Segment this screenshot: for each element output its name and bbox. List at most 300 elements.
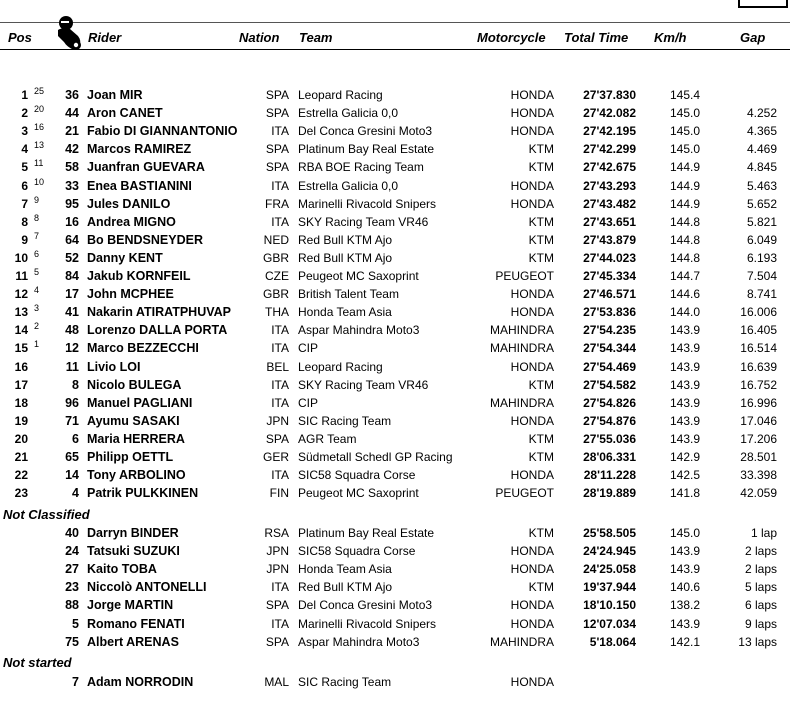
result-row[interactable] — [0, 466, 800, 484]
result-row[interactable] — [0, 376, 800, 394]
rider-name: Bo BENDSNEYDER — [87, 232, 203, 247]
speed: 143.9 — [669, 341, 700, 356]
points: 16 — [34, 122, 45, 133]
motorcycle: HONDA — [510, 124, 554, 139]
total-time: 27'37.830 — [583, 88, 636, 102]
total-time: 27'44.023 — [583, 250, 636, 265]
result-row[interactable] — [0, 448, 800, 466]
motorcycle: HONDA — [510, 562, 554, 577]
position: 18 — [14, 395, 28, 410]
motorcycle: PEUGEOT — [495, 269, 554, 283]
header-kmh[interactable]: Km/h — [654, 30, 687, 45]
motorcycle: KTM — [528, 580, 554, 595]
result-row[interactable] — [0, 484, 800, 502]
gap: 5.652 — [746, 196, 777, 211]
gap: 5.821 — [746, 214, 777, 229]
result-row[interactable] — [0, 86, 800, 104]
rider-number: 21 — [65, 124, 79, 139]
gap: 28.501 — [740, 450, 777, 464]
motorcycle: HONDA — [510, 196, 554, 211]
speed: 144.8 — [669, 232, 700, 247]
rider-number: 41 — [65, 305, 79, 320]
rider-number: 17 — [65, 287, 79, 302]
gap: 2 laps — [744, 562, 777, 577]
nation: SPA — [265, 88, 289, 102]
page-corner-box — [738, 0, 788, 8]
position: 12 — [14, 287, 28, 302]
nation: ITA — [271, 580, 289, 595]
nation: JPN — [266, 413, 289, 428]
position: 21 — [14, 450, 28, 464]
motorcycle: MAHINDRA — [489, 323, 554, 338]
nation: NED — [263, 232, 289, 247]
top-rule — [0, 22, 790, 23]
rider-name: John MCPHEE — [87, 287, 174, 302]
speed: 141.8 — [669, 486, 700, 501]
total-time: 24'24.945 — [583, 544, 636, 559]
position: 11 — [15, 269, 28, 283]
position: 20 — [14, 431, 28, 446]
team-name: Platinum Bay Real Estate — [298, 526, 435, 540]
gap: 16.514 — [740, 341, 777, 356]
rider-name: Patrik PULKKINEN — [87, 486, 199, 501]
rider-number: 88 — [65, 598, 79, 613]
total-time: 27'54.235 — [583, 323, 636, 338]
rider-name: Livio LOI — [87, 359, 141, 374]
rider-number: 11 — [65, 359, 79, 374]
nation: JPN — [266, 562, 289, 577]
gap: 1 lap — [750, 526, 777, 540]
gap: 33.398 — [740, 468, 777, 483]
rider-number: 64 — [65, 232, 79, 247]
total-time: 27'53.836 — [583, 305, 636, 320]
result-row[interactable] — [0, 140, 800, 158]
motorcycle: MAHINDRA — [489, 634, 554, 649]
rider-name: Lorenzo DALLA PORTA — [87, 323, 228, 338]
result-row[interactable] — [0, 267, 800, 285]
result-row[interactable] — [0, 122, 800, 140]
rider-name: Philipp OETTL — [87, 450, 174, 464]
position: 3 — [21, 124, 28, 139]
position: 10 — [14, 250, 28, 265]
result-row[interactable] — [0, 542, 800, 560]
total-time: 27'54.344 — [583, 341, 636, 356]
nation: ITA — [271, 323, 289, 338]
team-name: Aspar Mahindra Moto3 — [298, 634, 420, 649]
speed: 142.1 — [669, 634, 700, 649]
total-time: 5'18.064 — [589, 634, 636, 649]
rider-name: Darryn BINDER — [87, 526, 179, 540]
rider-number: 42 — [65, 142, 79, 157]
points: 9 — [34, 194, 40, 205]
section-not-classified: Not Classified — [3, 507, 90, 522]
total-time: 27'42.195 — [583, 124, 636, 139]
team-name: Aspar Mahindra Moto3 — [298, 323, 420, 338]
rider-name: Niccolò ANTONELLI — [87, 580, 207, 595]
points: 8 — [34, 212, 40, 223]
total-time: 27'54.582 — [583, 377, 636, 392]
gap: 6.193 — [746, 250, 777, 265]
motorcycle: HONDA — [510, 178, 554, 193]
nation: GBR — [262, 250, 289, 265]
result-row[interactable] — [0, 596, 800, 614]
result-row[interactable] — [0, 358, 800, 376]
total-time: 27'54.469 — [583, 359, 636, 374]
gap: 5 laps — [744, 580, 777, 595]
speed: 145.0 — [669, 106, 700, 121]
gap: 13 laps — [738, 634, 777, 649]
total-time: 27'43.879 — [583, 232, 636, 247]
position: 4 — [21, 142, 28, 157]
rider-name: Adam NORRODIN — [87, 675, 194, 689]
rider-number: 52 — [65, 250, 79, 265]
rider-name: Danny KENT — [87, 250, 163, 265]
rider-number: 44 — [65, 106, 79, 121]
nation: CZE — [265, 269, 289, 283]
header-pos[interactable]: Pos — [8, 30, 32, 45]
motorcycle: KTM — [528, 377, 554, 392]
motorcycle: KTM — [528, 232, 554, 247]
nation: MAL — [264, 675, 289, 689]
rider-number: 12 — [65, 341, 79, 356]
total-time: 19'37.944 — [583, 580, 636, 595]
rider-name: Jorge MARTIN — [87, 598, 174, 613]
speed: 144.0 — [669, 305, 700, 320]
points: 7 — [34, 230, 40, 241]
nation: GER — [262, 450, 289, 464]
result-row[interactable] — [0, 673, 800, 691]
position: 9 — [21, 232, 28, 247]
rider-name: Enea BASTIANINI — [87, 178, 192, 193]
header-motorcycle[interactable]: Motorcycle — [477, 30, 546, 45]
rider-name: Nakarin ATIRATPHUVAP — [87, 305, 232, 320]
team-name: Del Conca Gresini Moto3 — [298, 124, 433, 139]
rider-name: Romano FENATI — [87, 616, 185, 631]
team-name: British Talent Team — [298, 287, 399, 302]
points: 2 — [34, 321, 40, 332]
rider-number: 5 — [72, 616, 79, 631]
result-row[interactable] — [0, 195, 800, 213]
rider-number: 65 — [65, 450, 79, 464]
motorcycle: MAHINDRA — [489, 395, 554, 410]
result-row[interactable] — [0, 560, 800, 578]
nation: BEL — [266, 359, 289, 374]
motorcycle: KTM — [528, 142, 554, 157]
rider-number: 36 — [65, 88, 79, 102]
points: 13 — [34, 140, 45, 151]
speed: 145.0 — [669, 124, 700, 139]
points: 4 — [34, 285, 40, 296]
gap: 16.639 — [740, 359, 777, 374]
team-name: Honda Team Asia — [298, 305, 392, 320]
speed: 144.8 — [669, 214, 700, 229]
points: 11 — [34, 158, 44, 169]
speed: 144.9 — [669, 196, 700, 211]
result-row[interactable] — [0, 412, 800, 430]
position: 13 — [14, 305, 28, 320]
gap: 4.365 — [746, 124, 777, 139]
total-time: 25'58.505 — [583, 526, 636, 540]
team-name: Platinum Bay Real Estate — [298, 142, 435, 157]
total-time: 27'42.299 — [583, 142, 636, 157]
result-row[interactable] — [0, 249, 800, 267]
position: 2 — [21, 106, 28, 121]
rider-number: 27 — [65, 562, 79, 577]
result-row[interactable] — [0, 158, 800, 176]
total-time: 27'54.876 — [583, 413, 636, 428]
rider-name: Manuel PAGLIANI — [87, 395, 193, 410]
rider-name: Andrea MIGNO — [87, 214, 176, 229]
gap: 9 laps — [744, 616, 777, 631]
speed: 144.8 — [669, 250, 700, 265]
rider-name: Jules DANILO — [87, 196, 171, 211]
speed: 144.9 — [669, 178, 700, 193]
position: 23 — [14, 486, 28, 501]
result-row[interactable] — [0, 394, 800, 412]
nation: FRA — [265, 196, 289, 211]
motorcycle: HONDA — [510, 359, 554, 374]
team-name: Peugeot MC Saxoprint — [298, 486, 419, 501]
total-time: 24'25.058 — [583, 562, 636, 577]
motorcycle-rider-icon — [52, 14, 86, 52]
rider-number: 8 — [72, 377, 79, 392]
nation: SPA — [265, 160, 289, 175]
header-gap[interactable]: Gap — [740, 30, 766, 45]
result-row[interactable] — [0, 339, 800, 357]
nation: ITA — [271, 395, 289, 410]
speed: 143.9 — [669, 323, 700, 338]
result-row[interactable] — [0, 104, 800, 122]
speed: 144.7 — [669, 269, 700, 283]
result-row[interactable] — [0, 578, 800, 596]
nation: FIN — [269, 486, 289, 501]
team-name: Estrella Galicia 0,0 — [298, 178, 399, 193]
position: 19 — [14, 413, 28, 428]
nation: ITA — [271, 616, 289, 631]
motorcycle: KTM — [528, 526, 554, 540]
rider-number: 6 — [72, 431, 79, 446]
motorcycle: PEUGEOT — [495, 486, 554, 501]
header-nation[interactable]: Nation — [239, 30, 280, 45]
speed: 143.9 — [669, 395, 700, 410]
gap: 6 laps — [744, 598, 777, 613]
team-name: Marinelli Rivacold Snipers — [298, 196, 437, 211]
gap: 16.996 — [740, 395, 777, 410]
team-name: SIC Racing Team — [298, 675, 392, 689]
motorcycle: HONDA — [510, 675, 554, 689]
position: 17 — [14, 377, 28, 392]
gap: 16.405 — [740, 323, 777, 338]
gap: 6.049 — [746, 232, 777, 247]
motorcycle: HONDA — [510, 106, 554, 121]
rider-number: 33 — [65, 178, 79, 193]
speed: 144.9 — [669, 160, 700, 175]
speed: 143.9 — [669, 377, 700, 392]
result-row[interactable] — [0, 213, 800, 231]
points: 1 — [34, 339, 40, 350]
position: 7 — [21, 196, 28, 211]
header-team[interactable]: Team — [299, 30, 333, 45]
team-name: SKY Racing Team VR46 — [298, 377, 429, 392]
team-name: AGR Team — [298, 431, 357, 446]
result-row[interactable] — [0, 430, 800, 448]
rider-name: Tatsuki SUZUKI — [87, 544, 180, 559]
speed: 143.9 — [669, 562, 700, 577]
team-name: Leopard Racing — [298, 359, 383, 374]
team-name: SKY Racing Team VR46 — [298, 214, 429, 229]
position: 5 — [21, 160, 28, 175]
rider-number: 40 — [65, 526, 79, 540]
team-name: Red Bull KTM Ajo — [298, 250, 393, 265]
gap: 17.046 — [740, 413, 777, 428]
nation: THA — [265, 305, 289, 320]
points: 3 — [34, 303, 40, 314]
total-time: 27'45.334 — [583, 269, 636, 283]
total-time: 27'43.651 — [583, 214, 636, 229]
total-time: 12'07.034 — [583, 616, 636, 631]
rider-number: 71 — [65, 413, 79, 428]
gap: 7.504 — [746, 269, 777, 283]
nation: ITA — [271, 341, 289, 356]
header-rider[interactable]: Rider — [88, 30, 122, 45]
speed: 142.5 — [669, 468, 700, 483]
total-time: 27'43.293 — [583, 178, 636, 193]
motorcycle: HONDA — [510, 88, 554, 102]
points: 6 — [34, 248, 40, 259]
result-row[interactable] — [0, 633, 800, 651]
total-time: 27'42.082 — [583, 106, 636, 121]
nation: ITA — [271, 468, 289, 483]
points: 10 — [34, 176, 45, 187]
rider-name: Kaito TOBA — [87, 562, 157, 577]
header-total-time[interactable]: Total Time — [564, 30, 629, 45]
team-name: SIC58 Squadra Corse — [298, 544, 416, 559]
rider-number: 95 — [65, 196, 79, 211]
rider-name: Joan MIR — [87, 88, 143, 102]
total-time: 27'54.826 — [583, 395, 636, 410]
rider-number: 7 — [72, 675, 79, 689]
team-name: SIC58 Squadra Corse — [298, 468, 416, 483]
rider-number: 23 — [65, 580, 79, 595]
gap: 5.463 — [746, 178, 777, 193]
gap: 16.752 — [740, 377, 777, 392]
rider-number: 48 — [65, 323, 79, 338]
result-row[interactable] — [0, 285, 800, 303]
speed: 143.9 — [669, 413, 700, 428]
speed: 145.0 — [669, 526, 700, 540]
nation: ITA — [271, 214, 289, 229]
position: 8 — [21, 214, 28, 229]
gap: 4.252 — [746, 106, 777, 121]
speed: 143.9 — [669, 544, 700, 559]
total-time: 28'06.331 — [583, 450, 636, 464]
position: 16 — [14, 359, 28, 374]
position: 1 — [21, 88, 28, 102]
rider-name: Fabio DI GIANNANTONIO — [87, 124, 238, 139]
motorcycle: HONDA — [510, 413, 554, 428]
position: 6 — [21, 178, 28, 193]
gap: 16.006 — [740, 305, 777, 320]
section-not-started: Not started — [3, 655, 72, 670]
speed: 145.0 — [669, 142, 700, 157]
rider-number: 24 — [65, 544, 79, 559]
motorcycle: HONDA — [510, 544, 554, 559]
result-row[interactable] — [0, 615, 800, 633]
gap: 42.059 — [740, 486, 777, 501]
nation: SPA — [265, 598, 289, 613]
speed: 143.9 — [669, 431, 700, 446]
rider-name: Juanfran GUEVARA — [87, 160, 205, 175]
rider-name: Nicolo BULEGA — [87, 377, 182, 392]
motorcycle: KTM — [528, 431, 554, 446]
speed: 143.9 — [669, 359, 700, 374]
total-time: 18'10.150 — [583, 598, 636, 613]
motorcycle: KTM — [528, 214, 554, 229]
rider-name: Ayumu SASAKI — [87, 413, 180, 428]
team-name: Peugeot MC Saxoprint — [298, 269, 419, 283]
nation: SPA — [265, 142, 289, 157]
result-row[interactable] — [0, 231, 800, 249]
motorcycle: KTM — [528, 450, 554, 464]
result-row[interactable] — [0, 524, 800, 542]
speed: 140.6 — [669, 580, 700, 595]
position: 14 — [14, 323, 28, 338]
motorcycle: HONDA — [510, 598, 554, 613]
speed: 143.9 — [669, 616, 700, 631]
motorcycle: KTM — [528, 160, 554, 175]
rider-name: Aron CANET — [87, 106, 163, 121]
nation: GBR — [262, 287, 289, 302]
rider-name: Marcos RAMIREZ — [87, 142, 192, 157]
nation: ITA — [271, 178, 289, 193]
motorcycle: KTM — [528, 250, 554, 265]
gap: 4.469 — [746, 142, 777, 157]
result-row[interactable] — [0, 303, 800, 321]
total-time: 27'46.571 — [583, 287, 636, 302]
rider-number: 75 — [65, 634, 79, 649]
nation: SPA — [265, 431, 289, 446]
speed: 145.4 — [669, 88, 700, 102]
rider-number: 16 — [65, 214, 79, 229]
gap: 8.741 — [746, 287, 777, 302]
gap: 17.206 — [740, 431, 777, 446]
nation: ITA — [271, 124, 289, 139]
total-time: 28'19.889 — [583, 486, 636, 501]
speed: 144.6 — [669, 287, 700, 302]
nation: JPN — [266, 544, 289, 559]
nation: SPA — [265, 106, 289, 121]
rider-number: 58 — [65, 160, 79, 175]
motorcycle: HONDA — [510, 305, 554, 320]
points: 25 — [34, 86, 45, 96]
header-rule — [0, 49, 790, 50]
result-row[interactable] — [0, 321, 800, 339]
motorcycle: HONDA — [510, 287, 554, 302]
points: 20 — [34, 104, 45, 115]
team-name: RBA BOE Racing Team — [298, 160, 424, 175]
result-row[interactable] — [0, 177, 800, 195]
position: 15 — [14, 341, 28, 356]
team-name: Marinelli Rivacold Snipers — [298, 616, 437, 631]
nation: ITA — [271, 377, 289, 392]
team-name: Del Conca Gresini Moto3 — [298, 598, 433, 613]
rider-name: Jakub KORNFEIL — [87, 269, 191, 283]
total-time: 28'11.228 — [583, 468, 636, 483]
gap: 2 laps — [744, 544, 777, 559]
rider-name: Marco BEZZECCHI — [87, 341, 199, 356]
total-time: 27'43.482 — [583, 196, 636, 211]
team-name: Leopard Racing — [298, 88, 383, 102]
